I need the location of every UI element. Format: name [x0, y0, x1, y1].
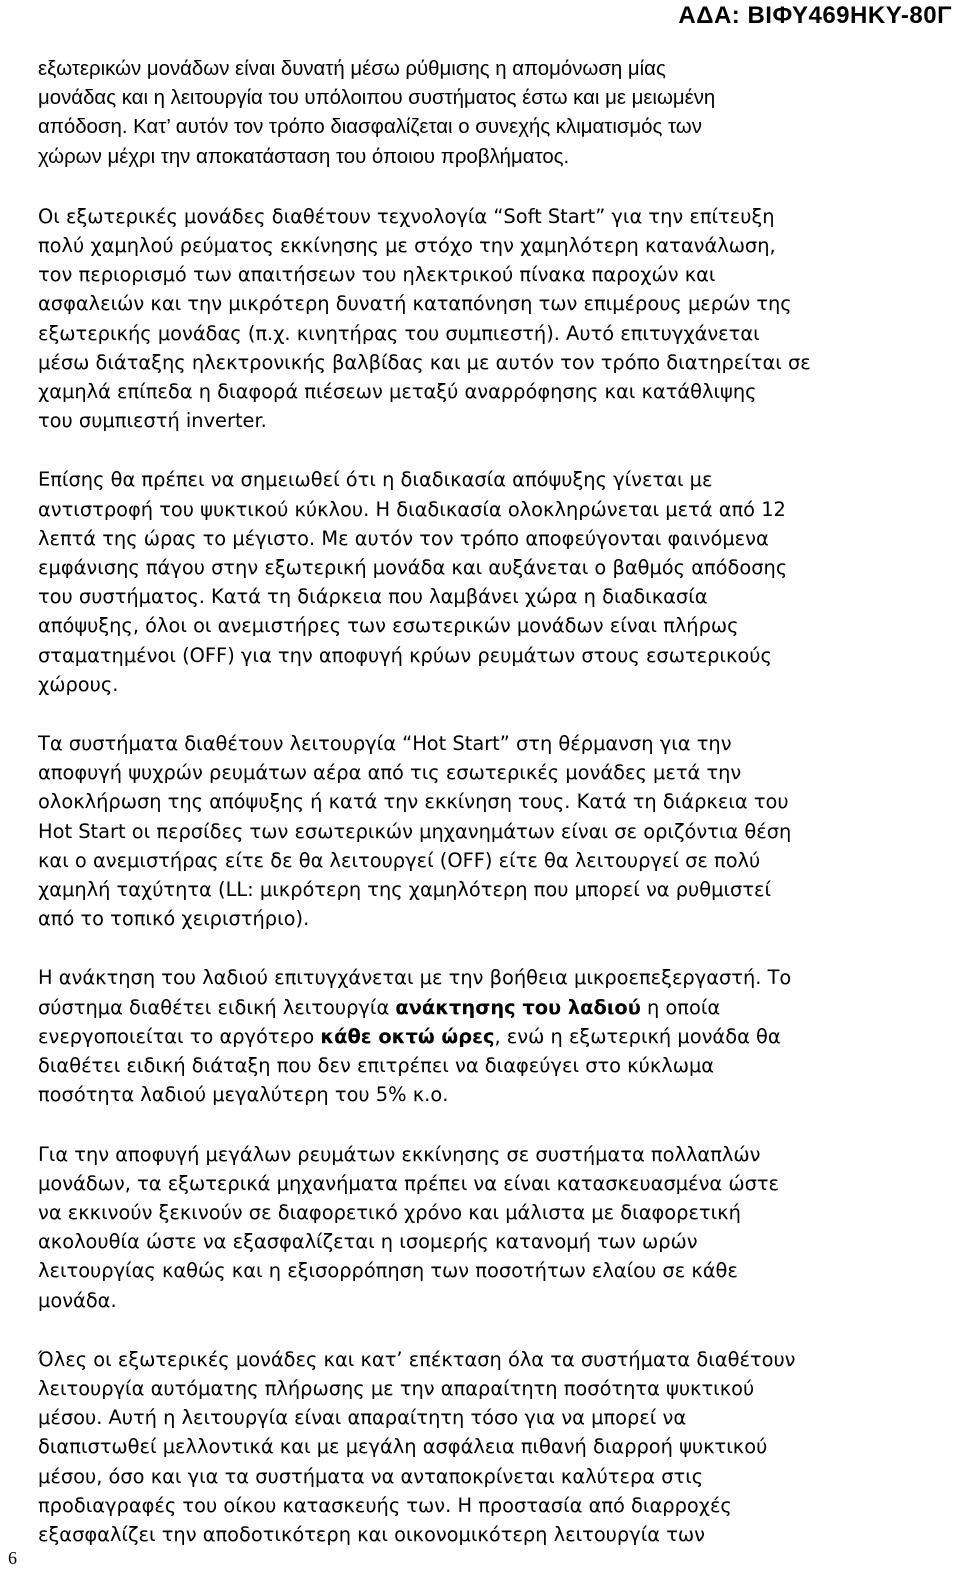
text-line: χώρους. [38, 672, 119, 696]
paragraph-defrost [38, 465, 913, 699]
text-line: μονάδα. [38, 1288, 117, 1312]
text-line: ποσότητα λαδιού μεγαλύτερη του 5% κ.ο. [38, 1083, 449, 1107]
bold-every-eight-hours: κάθε οκτώ ώρες [320, 1024, 495, 1048]
text-line [38, 993, 913, 1022]
text-line: Οι εξωτερικές μονάδες διαθέτουν τεχνολογία “Soft Start” για την επίτευξη [38, 204, 775, 228]
paragraph-hot-start [38, 729, 913, 933]
bold-oil-recovery: ανάκτησης του λαδιού [395, 995, 641, 1019]
text-line: προδιαγραφές του οίκου κατασκευής των. Η προστασία από διαρροχές [38, 1493, 732, 1517]
paragraph-auto-charge [38, 1345, 913, 1549]
text-run: ενεργοποιείται το αργότερο [38, 1024, 321, 1048]
text-line: και ο ανεμιστήρας είτε δε θα λειτουργεί (OFF) είτε θα λειτουργεί σε πολύ [38, 848, 761, 872]
text-run: σύστημα διαθέτει ειδική λειτουργία [38, 995, 396, 1019]
page-number: 6 [8, 1548, 17, 1568]
text-line: εξωτερικής μονάδας (π.χ. κινητήρας του συμπιεστή). Αυτό επιτυγχάνεται [38, 321, 760, 345]
text-line: απόδοση. Κατ’ αυτόν τον τρόπο διασφαλίζεται ο συνεχής κλιματισμός των [38, 116, 702, 139]
text-line: εξασφαλίζει την αποδοτικότερη και οικονομικότερη λειτουργία των [38, 1522, 705, 1546]
text-line: μέσου, όσο και για τα συστήματα να ανταποκρίνεται καλύτερα στις [38, 1464, 704, 1488]
text-line: μονάδων, τα εξωτερικά μηχανήματα πρέπει να είναι κατασκευασμένα ώστε [38, 1171, 780, 1195]
text-line: χαμηλά επίπεδα η διαφορά πιέσεων μεταξύ αναρρόφησης και κατάθλιψης [38, 380, 757, 404]
text-line: χαμηλή ταχύτητα (LL: μικρότερη της χαμηλότερη που μπορεί να ρυθμιστεί [38, 878, 772, 902]
text-line: διαπιστωθεί μελλοντικά και με μεγάλη ασφάλεια πιθανή διαρροή ψυκτικού [38, 1435, 768, 1459]
text-line: λεπτά της ώρας το μέγιστο. Με αυτόν τον τρόπο αποφεύγονται φαινόμενα [38, 526, 769, 550]
ada-document-code: ΑΔΑ: ΒΙΦΥ469ΗΚΥ-80Γ [678, 2, 952, 29]
text-line: πολύ χαμηλού ρεύματος εκκίνησης με στόχο την χαμηλότερη κατανάλωση, [38, 234, 776, 258]
text-line: λειτουργία αυτόματης πλήρωσης με την απαραίτητη ποσότητα ψυκτικού [38, 1376, 755, 1400]
text-line: Επίσης θα πρέπει να σημειωθεί ότι η διαδικασία απόψυξης γίνεται με [38, 468, 713, 492]
text-line: ασφαλειών και την μικρότερη δυνατή καταπόνηση των επιμέρους μερών της [38, 292, 792, 316]
text-line: Τα συστήματα διαθέτουν λειτουργία “Hot Start” στη θέρμανση για την [38, 732, 732, 756]
text-line: μονάδας και η λειτουργία του υπόλοιπου συστήματος έστω και με μειωμένη [38, 87, 716, 110]
text-line: από το τοπικό χειριστήριο). [38, 907, 310, 931]
paragraph-continuation [38, 55, 913, 172]
text-line: χώρων μέχρι την αποκατάσταση του όποιου προβλήματος. [38, 145, 570, 168]
text-line: του συμπιεστή inverter. [38, 409, 267, 433]
text-line: του συστήματος. Κατά τη διάρκεια που λαμβάνει χώρα η διαδικασία [38, 585, 708, 609]
text-line: σταματημένοι (OFF) για την αποφυγή κρύων ρευμάτων στους εσωτερικούς [38, 643, 772, 667]
paragraph-oil-recovery [38, 963, 913, 1109]
text-line [38, 1022, 913, 1051]
document-body [38, 55, 913, 1549]
text-line: απόψυξης, όλοι οι ανεμιστήρες των εσωτερικών μονάδων είναι πλήρως [38, 614, 739, 638]
text-line: εμφάνισης πάγου στην εξωτερική μονάδα και αυξάνεται ο βαθμός απόδοσης [38, 556, 788, 580]
text-line: λειτουργίας καθώς και η εξισορρόπηση των ποσοτήτων ελαίου σε κάθε [38, 1259, 738, 1283]
text-line: ολοκλήρωση της απόψυξης ή κατά την εκκίνηση τους. Κατά τη διάρκεια του [38, 790, 789, 814]
text-line: διαθέτει ειδική διάταξη που δεν επιτρέπει να διαφεύγει στο κύκλωμα [38, 1054, 715, 1078]
text-line: μέσω διάταξης ηλεκτρονικής βαλβίδας και με αυτόν τον τρόπο διατηρείται σε [38, 350, 811, 374]
text-run: , ενώ η εξωτερική μονάδα θα [494, 1024, 781, 1048]
text-line: ακολουθία ώστε να εξασφαλίζεται η ισομερής κατανομή των ωρών [38, 1230, 698, 1254]
text-line: Όλες οι εξωτερικές μονάδες και κατ’ επέκταση όλα τα συστήματα διαθέτουν [38, 1347, 796, 1371]
text-line: Hot Start οι περσίδες των εσωτερικών μηχανημάτων είναι σε οριζόντια θέση [38, 819, 792, 843]
text-line: μέσου. Αυτή η λειτουργία είναι απαραίτητη τόσο για να μπορεί να [38, 1406, 687, 1430]
text-line: εξωτερικών μονάδων είναι δυνατή μέσω ρύθμισης η απομόνωση μίας [38, 58, 666, 80]
text-line: Για την αποφυγή μεγάλων ρευμάτων εκκίνησης σε συστήματα πολλαπλών [38, 1142, 761, 1166]
text-line: να εκκινούν ξεκινούν σε διαφορετικό χρόνο και μάλιστα με διαφορετική [38, 1200, 741, 1224]
text-line: αντιστροφή του ψυκτικού κύκλου. Η διαδικασία ολοκληρώνεται μετά από 12 [38, 497, 786, 521]
text-run: η οποία [640, 995, 721, 1019]
text-line: Η ανάκτηση του λαδιού επιτυγχάνεται με την βοήθεια μικροεπεξεργαστή. Το [38, 966, 792, 990]
text-line: τον περιορισμό των απαιτήσεων του ηλεκτρικού πίνακα παροχών και [38, 263, 716, 287]
paragraph-soft-start [38, 202, 913, 436]
paragraph-startup-currents [38, 1140, 913, 1315]
text-line: αποφυγή ψυχρών ρευμάτων αέρα από τις εσωτερικές μονάδες μετά την [38, 761, 742, 785]
